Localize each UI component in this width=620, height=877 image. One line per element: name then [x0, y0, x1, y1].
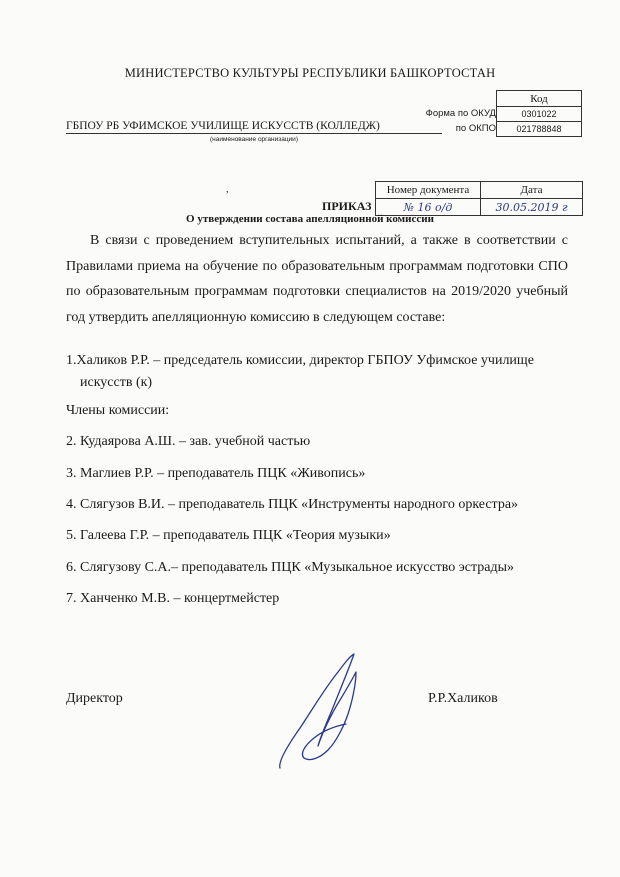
stray-mark: , [226, 184, 229, 195]
date-value: 30.05.2019 г [481, 199, 583, 216]
okud-code: 0301022 [497, 107, 582, 122]
director-label: Директор [66, 691, 123, 706]
order-subject: О утверждении состава апелляционной комиссии [186, 213, 434, 225]
doc-number-value: № 16 о/д [376, 199, 481, 216]
signature-image [270, 650, 370, 775]
order-paragraph [66, 228, 568, 330]
okud-label: Форма по ОКУД [425, 108, 496, 119]
order-title: ПРИКАЗ [322, 199, 372, 213]
organization-name: ГБПОУ РБ УФИМСКОЕ УЧИЛИЩЕ ИСКУССТВ (КОЛЛЕДЖ) [66, 120, 442, 134]
date-label: Дата [481, 182, 583, 199]
codes-table [496, 90, 582, 137]
director-name: Р.Р.Халиков [428, 691, 498, 706]
members-label: Члены комиссии: [66, 403, 170, 418]
okpo-code: 021788848 [497, 122, 582, 137]
doc-number-label: Номер документа [376, 182, 481, 199]
ministry-title: МИНИСТЕРСТВО КУЛЬТУРЫ РЕСПУБЛИКИ БАШКОРТОСТАН [124, 66, 496, 80]
chair-line-1: 1.Халиков Р.Р. – председатель комиссии, директор ГБПОУ Уфимское училище [66, 353, 534, 368]
member-item: 3. Маглиев Р.Р. – преподаватель ПЦК «Живопись» [66, 466, 366, 481]
chair-entry [66, 350, 568, 394]
paragraph-text: В связи с проведением вступительных испытаний, а также в соответствии с Правилами приема на обучение по образовательным программам подготовки СПО по образовательным программам подготовки специалистов на 2019/2020 учебный год утвердить апелляционную комиссию в следующем составе: [66, 233, 568, 325]
chair-line-2: искусств (к) [80, 375, 153, 390]
member-item: 5. Галеева Г.Р. – преподаватель ПЦК «Теория музыки» [66, 528, 391, 543]
okpo-label: по ОКПО [455, 123, 496, 134]
organization-note: (наименование организации) [210, 136, 298, 143]
code-header: Код [497, 91, 582, 107]
member-item: 2. Кудаярова А.Ш. – зав. учебной частью [66, 434, 311, 449]
member-item: 4. Слягузов В.И. – преподаватель ПЦК «Инструменты народного оркестра» [66, 497, 519, 512]
member-item: 7. Ханченко М.В. – концертмейстер [66, 591, 280, 606]
member-item: 6. Слягузову С.А.– преподаватель ПЦК «Музыкальное искусство эстрады» [66, 560, 515, 575]
document-number-table [375, 181, 583, 216]
